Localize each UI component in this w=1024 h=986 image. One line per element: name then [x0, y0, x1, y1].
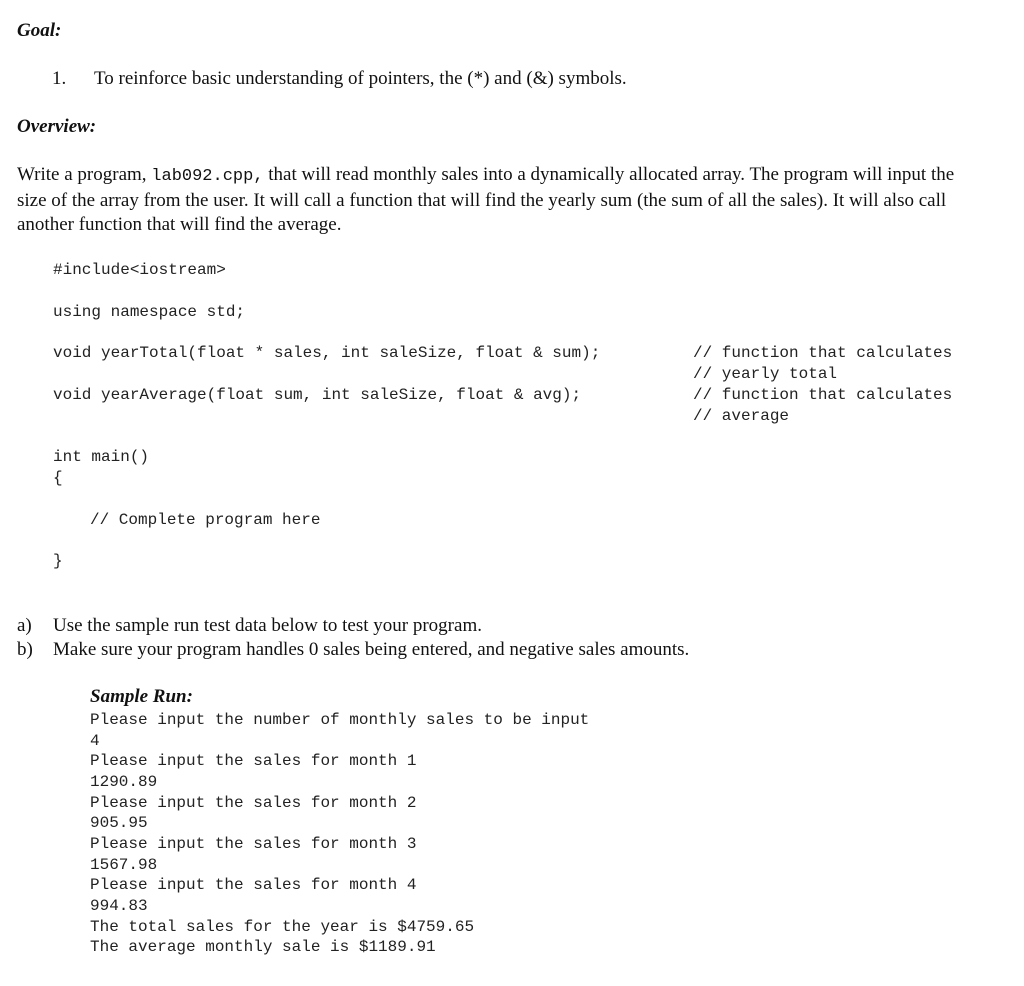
sample-run-line: 905.95 [90, 814, 148, 832]
sample-run-line: Please input the sales for month 4 [90, 876, 417, 894]
overview-heading: Overview: [17, 116, 97, 137]
overview-line-2: size of the array from the user. It will call a function that will find the yearly sum (the sum of all the sales). It will also call [17, 190, 947, 211]
goal-heading: Goal: [17, 20, 62, 41]
sample-run-line: Please input the sales for month 3 [90, 835, 417, 853]
sample-run-heading: Sample Run: [90, 686, 193, 707]
sample-run-line: Please input the number of monthly sales to be input [90, 711, 590, 729]
code-close-brace: } [53, 552, 63, 570]
overview-line-3: another function that will find the average. [17, 214, 342, 235]
instruction-b-marker: b) [17, 639, 33, 660]
code-comment-year-average-1: // function that calculates [693, 386, 953, 404]
code-include: #include<iostream> [53, 261, 226, 279]
sample-run-line: The total sales for the year is $4759.65 [90, 918, 475, 936]
sample-run-line: Please input the sales for month 1 [90, 752, 417, 770]
code-body-comment: // Complete program here [90, 511, 321, 529]
code-prototype-year-average: void yearAverage(float sum, int saleSize, float & avg); [53, 386, 582, 404]
sample-run-line: 994.83 [90, 897, 148, 915]
instruction-a-marker: a) [17, 615, 32, 636]
code-prototype-year-total: void yearTotal(float * sales, int saleSize, float & sum); [53, 344, 601, 362]
code-main-signature: int main() [53, 448, 150, 466]
sample-run-line: The average monthly sale is $1189.91 [90, 938, 436, 956]
code-comment-year-total-2: // yearly total [693, 365, 838, 383]
overview-text-rest: that will read monthly sales into a dynamically allocated array. The program will input the [263, 164, 955, 185]
sample-run-line: 4 [90, 732, 100, 750]
code-comment-year-total-1: // function that calculates [693, 344, 953, 362]
sample-run-line: 1290.89 [90, 773, 158, 791]
instruction-b-text: Make sure your program handles 0 sales being entered, and negative sales amounts. [53, 639, 690, 660]
goal-item-number: 1. [52, 68, 67, 89]
overview-line-1 [17, 163, 1019, 189]
overview-paragraph [17, 163, 1019, 237]
code-open-brace: { [53, 469, 63, 487]
code-using: using namespace std; [53, 303, 246, 321]
sample-run-line: 1567.98 [90, 856, 158, 874]
goal-item-text: To reinforce basic understanding of pointers, the (*) and (&) symbols. [94, 68, 627, 89]
code-comment-year-average-2: // average [693, 407, 790, 425]
instruction-a-text: Use the sample run test data below to test your program. [53, 615, 482, 636]
overview-text-start: Write a program, [17, 164, 152, 185]
sample-run-line: Please input the sales for month 2 [90, 794, 417, 812]
program-filename: lab092.cpp, [151, 167, 264, 186]
